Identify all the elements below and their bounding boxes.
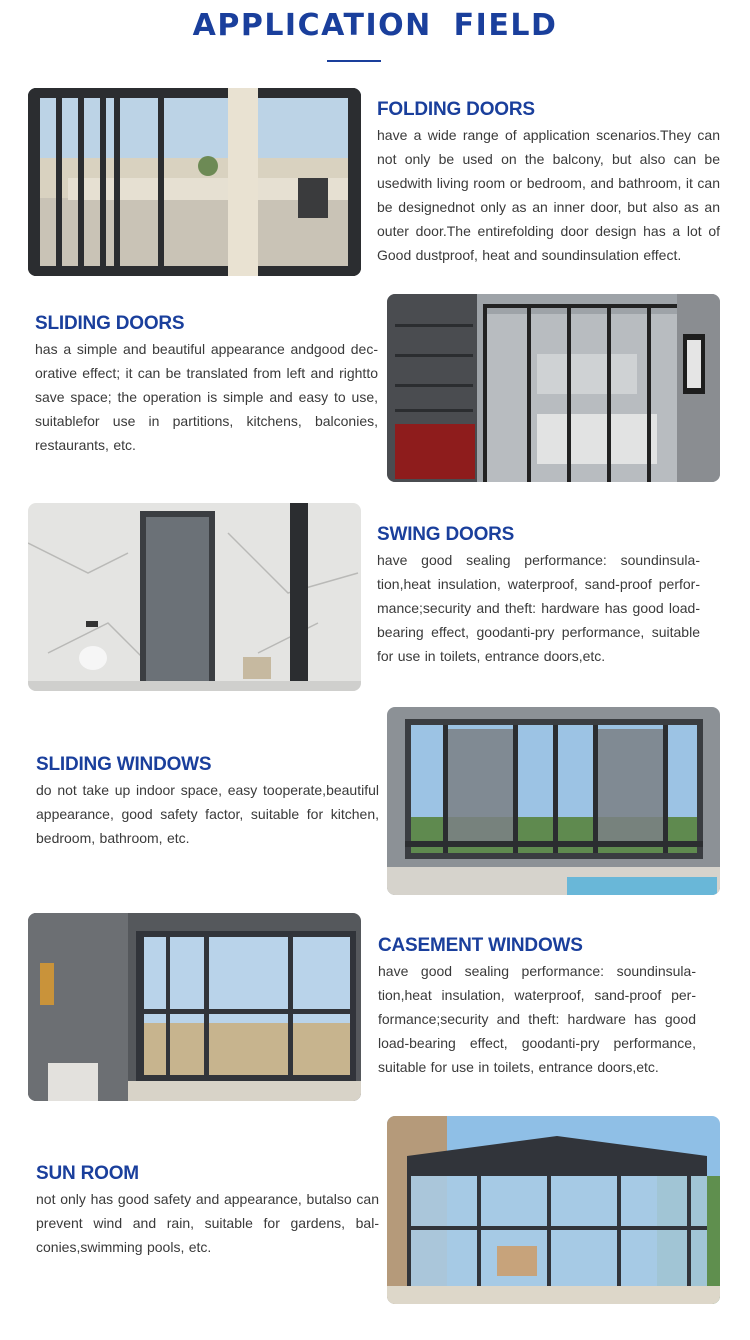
title-divider	[327, 60, 381, 62]
section-heading: FOLDING DOORS	[377, 99, 535, 120]
section-description: not only has good safety and appearance, butalso can prevent wind and rain, suitable for gardens, balconies,swimming pools, etc.	[36, 1191, 379, 1255]
section-description: have good sealing performance: soundinsulation,heat insulation, waterproof, sand-proof performance;security and theft: hardware has good load-bearing effect, goodanti-pry performance, suitable for use in toilets, entrance doors,etc.	[377, 552, 700, 664]
sliding-windows-photo	[387, 707, 720, 895]
folding-doors-photo	[28, 88, 361, 276]
section-description: has a simple and beautiful appearance andgood decorative effect; it can be translated from left and rightto save space; the operation is simple and easy to use, suitablefor use in partitions, kitchens, balconies, restaurants, etc.	[35, 341, 378, 453]
section-description: do not take up indoor space, easy tooperate,beautiful appearance, good safety factor, suitable for kitchen, bedroom, bathroom, etc.	[36, 782, 379, 846]
page-title: APPLICATION FIELD	[192, 8, 558, 43]
section-heading: CASEMENT WINDOWS	[378, 935, 583, 956]
casement-windows-photo	[28, 913, 361, 1101]
section-heading: SUN ROOM	[36, 1163, 139, 1184]
section-heading: SLIDING DOORS	[35, 313, 185, 334]
section-description: have a wide range of application scenarios.They can not only be used on the balcony, but also can be usedwith living room or bedroom, and bathroom, it can be designednot only as an inner door, but also as an outer door.The entirefolding door design has a lot of Good dustproof, heat and soundinsulation effect.	[377, 127, 720, 263]
sun-room-photo	[387, 1116, 720, 1304]
sliding-doors-photo	[387, 294, 720, 482]
swing-doors-photo	[28, 503, 361, 691]
section-heading: SLIDING WINDOWS	[36, 754, 212, 775]
section-description: have good sealing performance: soundinsulation,heat insulation, waterproof, sand-proof performance;security and theft: hardware has good load-bearing effect, goodanti-pry performance, suitable for use in toilets, entrance doors,etc.	[378, 963, 696, 1075]
section-heading: SWING DOORS	[377, 524, 515, 545]
